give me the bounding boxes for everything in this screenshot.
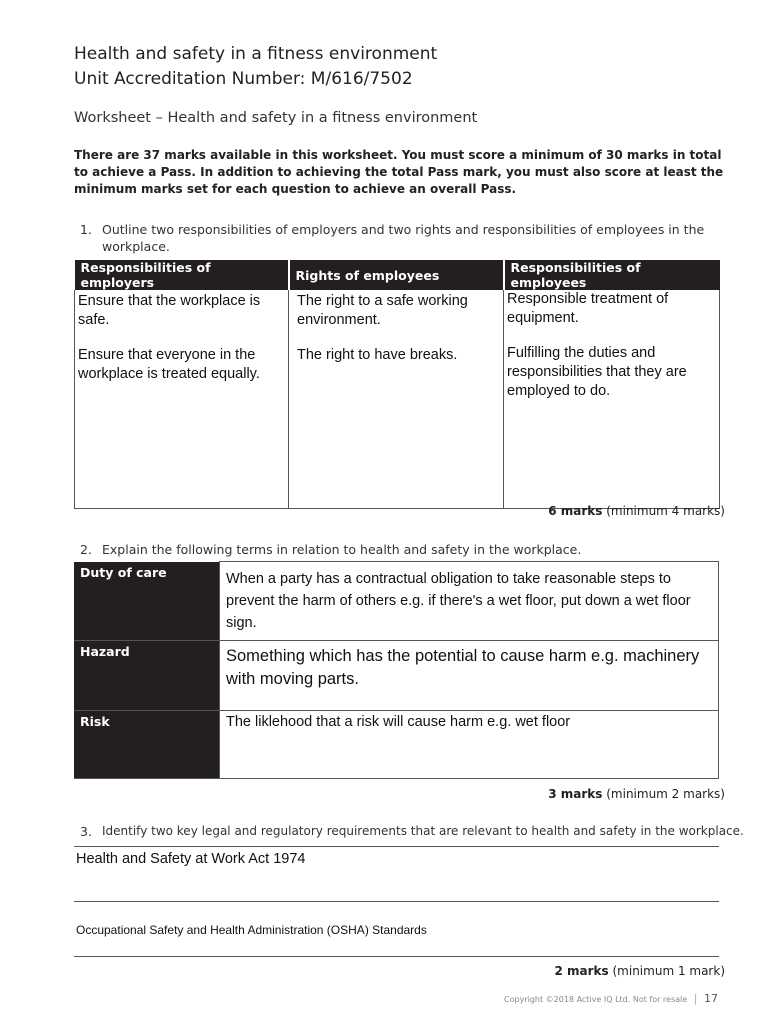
answer-line [74,956,719,957]
terms-table [74,561,719,779]
marks-minimum: (minimum 2 marks) [606,787,725,801]
answer-line [74,846,719,847]
term-label: Hazard [74,641,220,711]
question-3-text: Identify two key legal and regulatory requirements that are relevant to health and safety in the workplace. [102,824,744,838]
worksheet-intro: There are 37 marks available in this worksheet. You must score a minimum of 30 marks in total to achieve a Pass. In addition to achieving the total Pass mark, you must also score at least the minimum marks set for each question to achieve an overall Pass. [74,148,724,196]
term-row [74,562,719,641]
worksheet-title: Worksheet – Health and safety in a fitness environment [74,110,478,126]
marks-value: 3 marks [548,787,603,801]
answer-text: Ensure that everyone in the workplace is treated equally. [78,347,260,382]
employee-rights-cell[interactable] [289,290,504,509]
marks-minimum: (minimum 4 marks) [606,504,725,518]
question-1-number: 1. [80,222,92,237]
answer-text: Ensure that the workplace is safe. [78,293,261,328]
definition-cell[interactable]: When a party has a contractual obligation to take reasonable steps to prevent the harm of others e.g. if there's a wet floor, put down a wet floor sign. [220,562,719,641]
question-2-text: Explain the following terms in relation to health and safety in the workplace. [102,542,582,557]
page-number: 17 [704,992,718,1005]
question-1-text: Outline two responsibilities of employers and two rights and responsibilities of employees in the workplace. [102,222,705,254]
question-1-marks [548,504,725,518]
employer-responsibilities-cell[interactable] [75,290,289,509]
page-title: Health and safety in a fitness environment [74,44,438,64]
answer-text: Fulfilling the duties and responsibilities that they are employed to do. [507,345,687,399]
copyright-notice: Copyright ©2018 Active IQ Ltd. Not for resale [504,995,688,1004]
question-2-number: 2. [80,542,92,557]
footer-separator: | [693,992,698,1005]
answer-text: Responsible treatment of equipment. [507,291,669,326]
question-3-number: 3. [80,824,92,839]
responsibilities-table [74,260,720,509]
page-footer [504,992,718,1005]
answer-text[interactable]: Occupational Safety and Health Administration (OSHA) Standards [76,923,427,937]
question-1 [80,221,725,257]
term-label: Duty of care [74,562,220,641]
question-2-marks [548,787,725,801]
employee-responsibilities-cell[interactable] [504,290,720,509]
answer-text[interactable]: Health and Safety at Work Act 1974 [76,851,306,867]
term-label: Risk [74,711,220,779]
definition-cell[interactable]: The liklehood that a risk will cause harm e.g. wet floor [220,711,719,779]
column-header-employee-responsibilities: Responsibilities of employees [504,260,720,290]
answer-text: The right to a safe working environment. [297,293,468,328]
definition-cell[interactable]: Something which has the potential to cause harm e.g. machinery with moving parts. [220,641,719,711]
marks-value: 2 marks [554,964,609,978]
question-3-marks [555,964,726,978]
term-row [74,641,719,711]
term-row [74,711,719,779]
column-header-employer-responsibilities: Responsibilities of employers [75,260,289,290]
column-header-employee-rights: Rights of employees [289,260,504,290]
question-2 [80,541,725,559]
answer-text: The right to have breaks. [297,347,458,363]
marks-minimum: (minimum 1 mark) [612,964,725,978]
question-3 [80,823,744,841]
marks-value: 6 marks [548,504,603,518]
unit-accreditation-number: Unit Accreditation Number: M/616/7502 [74,69,413,89]
answer-line [74,901,719,902]
